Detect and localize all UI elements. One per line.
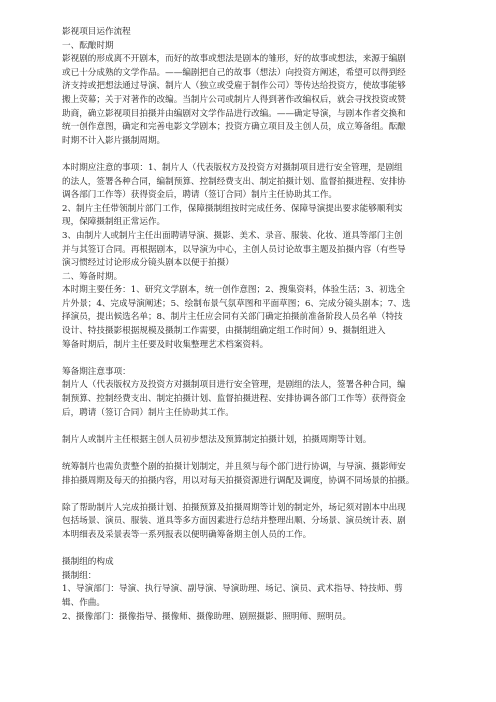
paragraph-gap [62, 488, 436, 502]
paragraph-gap [62, 352, 436, 366]
text-line: 制预算、控制经费支出、制定拍摄计划、监督拍摄进程、安排协调各部门工作等）获得资金 [62, 394, 406, 405]
paragraph-gap [62, 420, 436, 434]
text-line: 辑、作曲。 [62, 597, 105, 608]
text-line: 演习惯经过讨论形成分镜头剧本以便于拍摄） [62, 258, 234, 269]
text-line: 或已十分成熟的文学作品。——编剧把自己的故事（想法）向投资方阐述，希望可以得到经 [62, 67, 406, 78]
text-line: 助商，确立影视项目拍摄并由编剧对文学作品进行改编。——确定导演，与剧本作者交换和 [62, 108, 406, 119]
text-line: 的法人，签署各种合同，编制预算、控制经费支出、制定拍摄计划、监督拍摄进程、安排协 [62, 176, 406, 187]
document-title: 影视项目运作流程 [62, 27, 131, 37]
paragraph-gap [62, 148, 436, 162]
text-line: 3、由制片人或制片主任出面聘请导演、摄影、美术、录音、服装、化妆、道具等部门主创 [62, 230, 403, 241]
paragraph-gap [62, 543, 436, 557]
text-line: 统一创作意图，确定和完善电影文学剧本；投资方确立项目及主创人员，成立筹备组。酝酿 [62, 122, 406, 133]
text-line: 搬上荧幕；关于对著作的改编。当制片公司或制片人得到著作改编权后，就会寻找投资或赞 [62, 94, 406, 105]
text-line: 摄制组： [62, 570, 97, 581]
text-line: 筹备时期后，制片主任要及时收集整理艺术档案资料。 [62, 339, 269, 350]
text-line: 济支持或把想法通过导演、制片人（独立或受雇于制作公司）等传达给投资方，使故事能够 [62, 81, 406, 92]
text-line: 现，保障摄制组正常运作。 [62, 217, 166, 228]
text-line: 调各部门工作等）获得资金后，聘请（签订合同）制片主任协助其工作。 [62, 190, 338, 201]
text-line: 择演员，提出候选名单；8、制片主任应会同有关部门确定拍摄前准备阶段人员名单（特技 [62, 312, 403, 323]
text-line: 2、摄像部门：摄像指导、摄像师、摄像助理、剧照摄影、照明师、照明员。 [62, 611, 352, 622]
text-line: 后，聘请（签订合同）制片主任协助其工作。 [62, 407, 234, 418]
text-line: 1、导演部门：导演、执行导演、副导演、导演助理、场记、演员、武术指导、特技师、剪 [62, 584, 403, 595]
paragraph-gap [62, 447, 436, 461]
text-line: 并与其签订合同。再根据剧本，以导演为中心，主创人员讨论故事主题及拍摄内容（有些导 [62, 244, 406, 255]
text-line: 片外景；4、完成导演阐述；5、绘制布景气氛草图和平面草图；6、完成分镜头剧本；7、选 [62, 298, 411, 309]
text-line: 一、酝酿时期 [62, 40, 114, 51]
text-line: 本时期主要任务：1、研究文学剧本，统一创作意图；2、搜集资料，体验生活；3、初选全 [62, 285, 405, 296]
text-line: 时期不计入影片摄制周期。 [62, 135, 166, 146]
text-line: 排拍摄周期及每天的拍摄内容，用以对每天拍摄资源进行调配及调度，协调不同场景的拍摄。 [62, 475, 415, 486]
text-line: 二、筹备时期。 [62, 271, 123, 282]
text-line: 包括场景、演员、服装、道具等多方面因素进行总结并整理出顺、分场景、演员统计表、剧 [62, 516, 406, 527]
text-line: 制片人或制片主任根据主创人员初步想法及预算制定拍摄计划，拍摄周期等计划。 [62, 434, 372, 445]
text-line: 制片人（代表版权方及投资方对摄制项目进行安全管理，是剧组的法人，签署各种合同，编 [62, 380, 406, 391]
text-line: 除了帮助制片人完成拍摄计划、拍摄预算及拍摄周期等计划的制定外，场记须对剧本中出现 [62, 502, 406, 513]
text-line: 本时期应注意的事项：1、制片人（代表版权方及投资方对摄制项目进行安全管理，是剧组 [62, 162, 403, 173]
text-line: 统筹制片也需负责整个剧的拍摄计划制定，并且须与每个部门进行协调，与导演、摄影师安 [62, 462, 406, 472]
text-line: 影视剧的形成离不开剧本，而好的故事或想法是剧本的雏形，好的故事或想法，来源于编剧 [62, 54, 406, 65]
text-line: 摄制组的构成 [62, 557, 114, 568]
document-body [62, 40, 436, 625]
text-line: 设计、特技摄影根据规模及摄制工作需要，由摄制组确定组工作时间）9、摄制组进入 [62, 326, 386, 337]
text-line: 筹备期注意事项： [62, 366, 131, 377]
text-line: 本明细表及采景表等一系列报表以便明确筹备期主创人员的工作。 [62, 529, 312, 540]
text-line: 2、制片主任带领制片部门工作，保障摄制组按时完成任务、保障导演提出要求能够顺利实 [62, 203, 403, 214]
